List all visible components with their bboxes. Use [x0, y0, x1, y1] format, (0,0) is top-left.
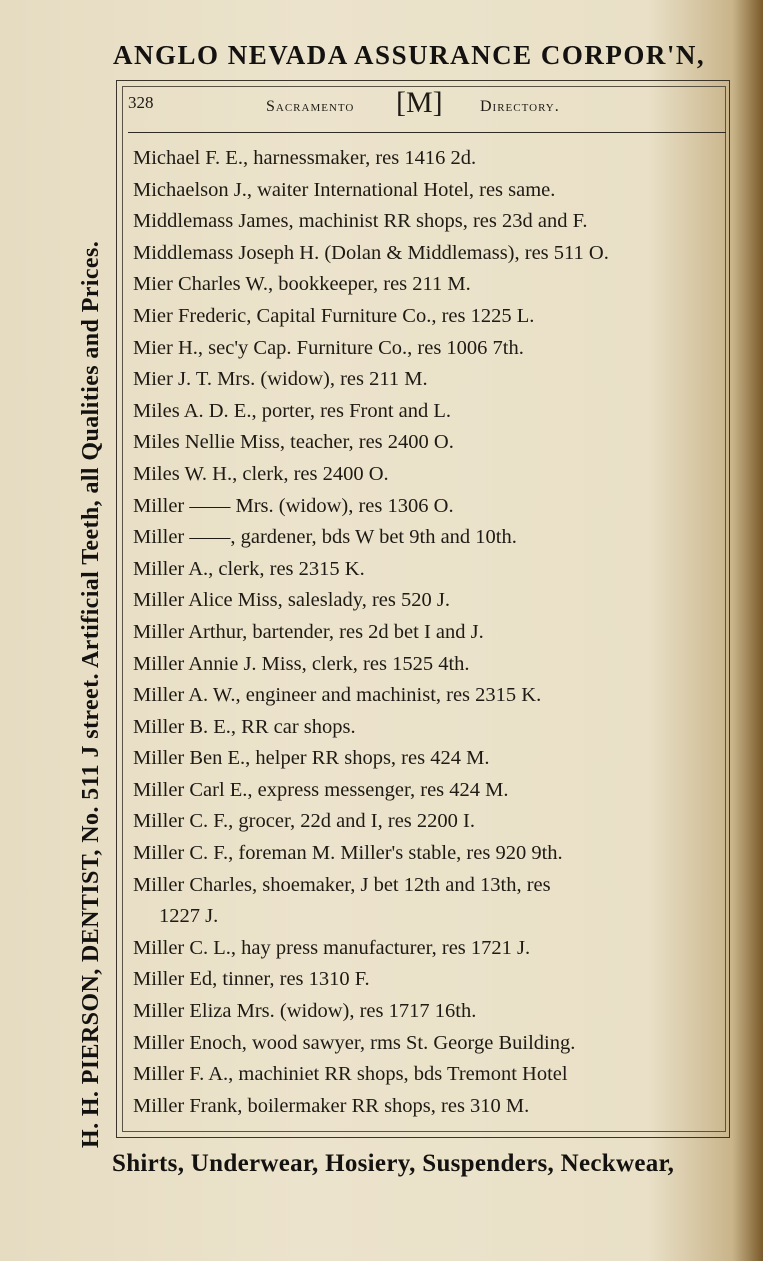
directory-entry: Miller A., clerk, res 2315 K.	[133, 557, 365, 580]
directory-entry: Miller Annie J. Miss, clerk, res 1525 4th.	[133, 652, 470, 675]
directory-entry: Miller C. L., hay press manufacturer, res 1721 J.	[133, 936, 531, 959]
directory-entry: Miles W. H., clerk, res 2400 O.	[133, 462, 389, 485]
directory-entry: Miles Nellie Miss, teacher, res 2400 O.	[133, 431, 454, 454]
directory-entry: Miller Enoch, wood sawyer, rms St. George Building.	[133, 1031, 576, 1054]
top-advertisement-banner: ANGLO NEVADA ASSURANCE CORPOR'N,	[113, 40, 706, 70]
directory-entry: Michael F. E., harnessmaker, res 1416 2d.	[133, 147, 477, 169]
directory-entry: Miller B. E., RR car shops.	[133, 715, 356, 738]
directory-entry: Miles A. D. E., porter, res Front and L.	[133, 399, 452, 422]
directory-entry: Mier J. T. Mrs. (widow), res 211 M.	[133, 368, 428, 391]
directory-entry: Michaelson J., waiter International Hotel, res same.	[133, 178, 556, 201]
directory-entry: Miller —— Mrs. (widow), res 1306 O.	[133, 494, 454, 517]
directory-entry: Mier Frederic, Capital Furniture Co., res 1225 L.	[133, 304, 535, 327]
directory-entry: Miller ——, gardener, bds W bet 9th and 10th.	[133, 526, 517, 549]
directory-entry: Miller Ben E., helper RR shops, res 424 M.	[133, 747, 490, 770]
directory-entries	[133, 143, 729, 1122]
header-directory-word: Directory.	[480, 98, 560, 115]
directory-entry: Mier H., sec'y Cap. Furniture Co., res 1006 7th.	[133, 336, 524, 359]
directory-entry: Miller C. F., grocer, 22d and I, res 2200 I.	[133, 810, 475, 833]
directory-entry: Miller F. A., machiniet RR shops, bds Tremont Hotel	[133, 1063, 568, 1086]
bottom-advertisement-banner: Shirts, Underwear, Hosiery, Suspenders, Neckwear,	[112, 1150, 675, 1177]
directory-entry: Mier Charles W., bookkeeper, res 211 M.	[133, 273, 471, 296]
directory-entry: Miller Charles, shoemaker, J bet 12th and 13th, res	[133, 873, 551, 896]
side-advertisement-banner: H. H. PIERSON, DENTIST, No. 511 J street. Artificial Teeth, all Qualities and Prices.	[78, 240, 104, 1148]
directory-entry-continuation: 1227 J.	[159, 905, 219, 928]
directory-entry: Middlemass James, machinist RR shops, res 23d and F.	[133, 210, 588, 233]
directory-entry: Miller Ed, tinner, res 1310 F.	[133, 968, 370, 991]
directory-entry: Miller Eliza Mrs. (widow), res 1717 16th.	[133, 1000, 477, 1023]
directory-entry: Miller Carl E., express messenger, res 424 M.	[133, 778, 509, 801]
running-header	[128, 88, 724, 128]
directory-entry: Miller C. F., foreman M. Miller's stable, res 920 9th.	[133, 842, 563, 865]
directory-entry: Miller Arthur, bartender, res 2d bet I and J.	[133, 620, 484, 643]
header-city: Sacramento	[266, 98, 355, 115]
directory-entry: Miller Alice Miss, saleslady, res 520 J.	[133, 589, 450, 612]
header-rule	[128, 132, 726, 133]
header-letter: [M]	[396, 86, 443, 119]
directory-entry: Miller A. W., engineer and machinist, res 2315 K.	[133, 684, 542, 707]
directory-entry: Middlemass Joseph H. (Dolan & Middlemass), res 511 O.	[133, 241, 609, 264]
directory-entry: Miller Frank, boilermaker RR shops, res 310 M.	[133, 1094, 530, 1117]
page-number: 328	[128, 93, 154, 112]
